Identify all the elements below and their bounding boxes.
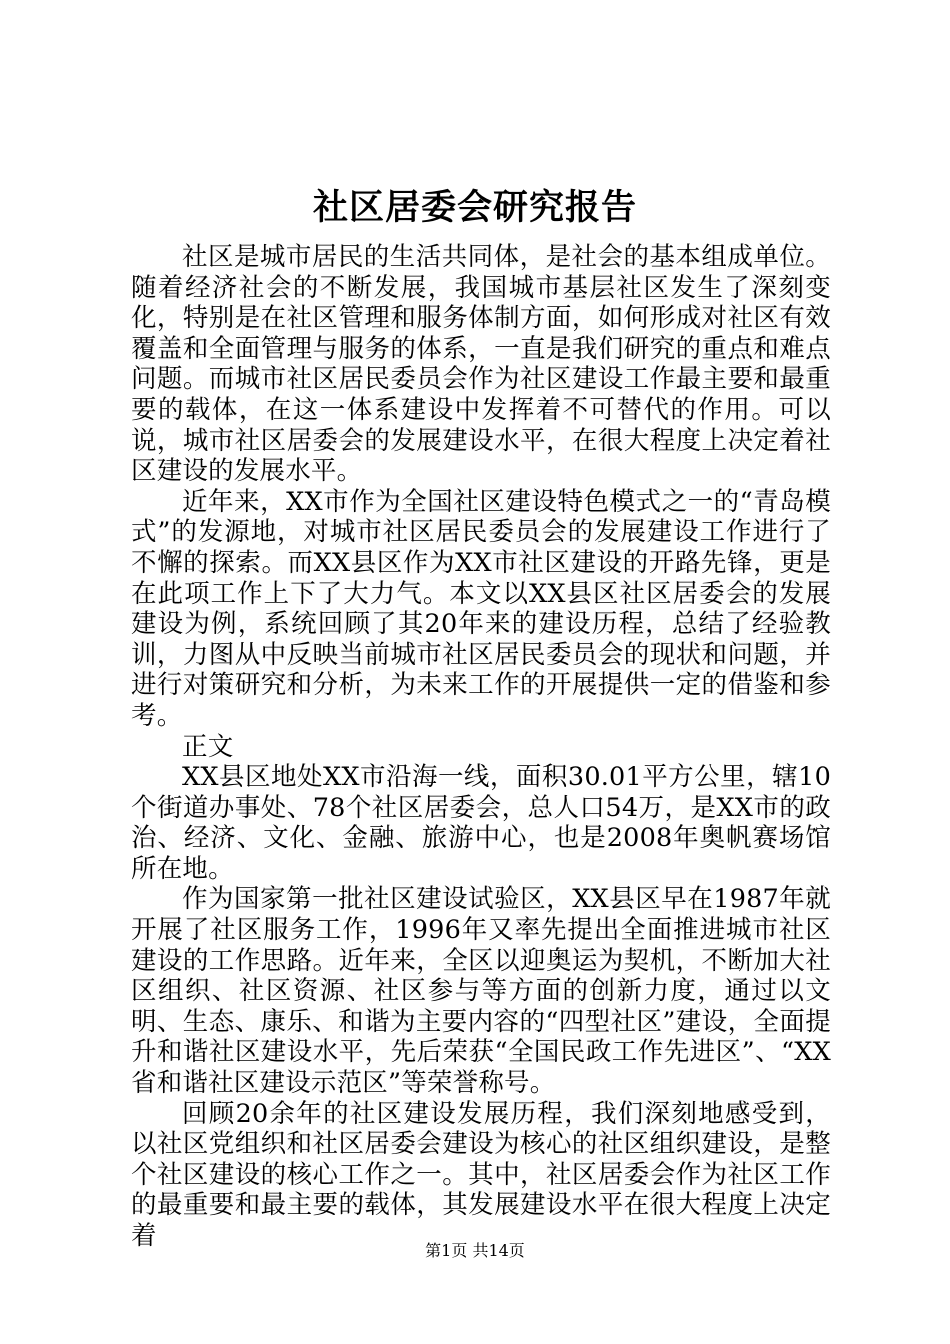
document-title: 社区居委会研究报告 bbox=[312, 187, 637, 228]
paragraph-district-overview: XX县区地处XX市沿海一线，面积30.01平方公里，辖10个街道办事处、78个社区居委会，总人口54万，是XX市的政治、经济、文化、金融、旅游中心，也是2008年奥帆赛场馆所在地。 bbox=[131, 762, 831, 884]
section-heading-main-text: 正文 bbox=[182, 731, 234, 762]
paragraph-review: 回顾20余年的社区建设发展历程，我们深刻地感受到，以社区党组织和社区居委会建设为核心的社区组织建设，是整个社区建设的核心工作之一。其中，社区居委会作为社区工作的最重要和最主要的载体，其发展建设水平在很大程度上决定着 bbox=[131, 1098, 831, 1251]
document-body bbox=[131, 242, 831, 1252]
paragraph-pilot-history: 作为国家第一批社区建设试验区，XX县区早在1987年就开展了社区服务工作，1996年又率先提出全面推进城市社区建设的工作思路。近年来，全区以迎奥运为契机，不断加大社区组织、社区资源、社区参与等方面的创新力度，通过以文明、生态、康乐、和谐为主要内容的“四型社区”建设，全面提升和谐社区建设水平，先后荣获“全国民政工作先进区”、“XX省和谐社区建设示范区”等荣誉称号。 bbox=[131, 884, 831, 1099]
paragraph-intro: 社区是城市居民的生活共同体，是社会的基本组成单位。随着经济社会的不断发展，我国城市基层社区发生了深刻变化，特别是在社区管理和服务体制方面，如何形成对社区有效覆盖和全面管理与服务的体系，一直是我们研究的重点和难点问题。而城市社区居民委员会作为社区建设工作最主要和最重要的载体，在这一体系建设中发挥着不可替代的作用。可以说，城市社区居委会的发展建设水平，在很大程度上决定着社区建设的发展水平。 bbox=[131, 242, 831, 487]
page-number-footer: 第1页 共14页 bbox=[425, 1241, 525, 1260]
paragraph-background: 近年来，XX市作为全国社区建设特色模式之一的“青岛模式”的发源地，对城市社区居民委员会的发展建设工作进行了不懈的探索。而XX县区作为XX市社区建设的开路先锋，更是在此项工作上下了大力气。本文以XX县区社区居委会的发展建设为例，系统回顾了其20年来的建设历程，总结了经验教训，力图从中反映当前城市社区居民委员会的现状和问题，并进行对策研究和分析，为未来工作的开展提供一定的借鉴和参考。 bbox=[131, 486, 831, 731]
